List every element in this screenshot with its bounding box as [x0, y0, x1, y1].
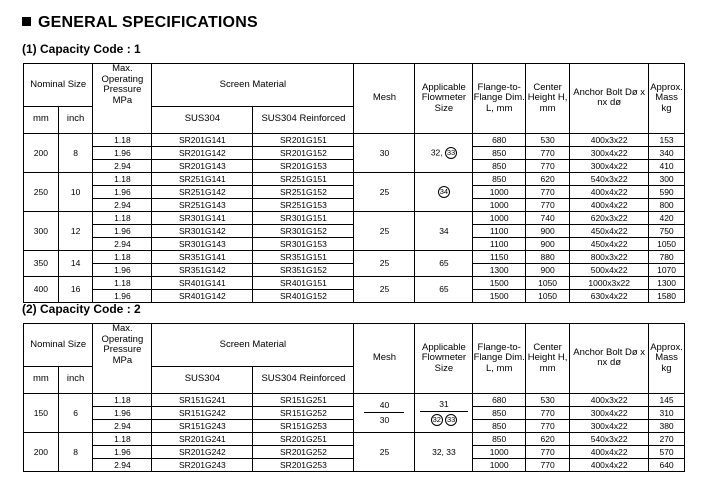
cell-mesh: 25	[354, 250, 415, 276]
cell-flowmeter-size: 32, 33	[415, 432, 473, 471]
table-row	[24, 133, 685, 146]
mesh-bottom: 30	[379, 415, 390, 425]
cell-mass: 570	[649, 445, 685, 458]
cell-sus304-reinforced: SR201G151	[253, 133, 354, 146]
cell-center-height: 770	[525, 185, 569, 198]
cell-mass: 145	[649, 393, 685, 406]
cell-sus304: SR151G242	[152, 406, 253, 419]
cell-anchor-bolt: 630x4x22	[570, 289, 649, 302]
cell-mass: 780	[649, 250, 685, 263]
cell-center-height: 900	[525, 237, 569, 250]
table-row	[24, 172, 685, 185]
cell-flange: 1000	[473, 458, 526, 471]
cell-sus304: SR301G141	[152, 211, 253, 224]
header-mesh: Mesh	[354, 64, 415, 134]
circled-number: 34	[439, 186, 449, 196]
cell-pressure: 2.94	[93, 419, 152, 432]
cell-flange: 850	[473, 172, 526, 185]
header-flange-dim: Flange-to-Flange Dim. L, mm	[473, 324, 526, 394]
cell-size-inch: 6	[58, 393, 93, 432]
cell-mass: 750	[649, 224, 685, 237]
cell-flange: 680	[473, 133, 526, 146]
cell-pressure: 1.96	[93, 263, 152, 276]
header-flange-dim: Flange-to-Flange Dim. L, mm	[473, 64, 526, 134]
cell-center-height: 900	[525, 224, 569, 237]
flowmeter-top: 31	[439, 399, 449, 409]
cell-mass: 1050	[649, 237, 685, 250]
cell-sus304-reinforced: SR201G152	[253, 146, 354, 159]
cell-pressure: 1.96	[93, 146, 152, 159]
cell-pressure: 2.94	[93, 458, 152, 471]
cell-anchor-bolt: 500x4x22	[570, 263, 649, 276]
cell-mesh: 25	[354, 432, 415, 471]
cell-sus304-reinforced: SR251G153	[253, 198, 354, 211]
cell-mass: 310	[649, 406, 685, 419]
cell-size-inch: 14	[58, 250, 93, 276]
cell-sus304-reinforced: SR151G252	[253, 406, 354, 419]
cell-size-mm: 350	[24, 250, 59, 276]
cell-flange: 1000	[473, 211, 526, 224]
cell-mesh: 25	[354, 172, 415, 211]
circled-number: 33	[446, 147, 456, 157]
cell-anchor-bolt: 620x3x22	[570, 211, 649, 224]
cell-sus304: SR301G143	[152, 237, 253, 250]
cell-mass: 800	[649, 198, 685, 211]
cell-sus304: SR401G142	[152, 289, 253, 302]
header-sus304: SUS304	[152, 106, 253, 133]
cell-pressure: 1.96	[93, 406, 152, 419]
header-approx-mass: Approx. Mass kg	[649, 64, 685, 134]
header-mm: mm	[24, 106, 59, 133]
cell-mass: 590	[649, 185, 685, 198]
cell-size-mm: 400	[24, 276, 59, 302]
header-anchor-bolt: Anchor Bolt Dø x nx dø	[570, 324, 649, 394]
header-pressure-unit-cell	[93, 106, 152, 133]
cell-sus304-reinforced: SR301G153	[253, 237, 354, 250]
cell-center-height: 770	[525, 458, 569, 471]
cell-size-mm: 300	[24, 211, 59, 250]
cell-center-height: 1050	[525, 289, 569, 302]
header-sus304-reinforced: SUS304 Reinforced	[253, 106, 354, 133]
cell-anchor-bolt: 400x4x22	[570, 458, 649, 471]
cell-pressure: 2.94	[93, 159, 152, 172]
cell-sus304: SR351G142	[152, 263, 253, 276]
cell-pressure: 1.96	[93, 289, 152, 302]
mesh-top: 40	[379, 400, 390, 410]
header-inch: inch	[58, 366, 93, 393]
header-nominal-size: Nominal Size	[24, 324, 93, 367]
cell-center-height: 770	[525, 406, 569, 419]
cell-sus304-reinforced: SR201G253	[253, 458, 354, 471]
cell-center-height: 1050	[525, 276, 569, 289]
flowmeter-text: 32,	[430, 146, 443, 157]
cell-flange: 1000	[473, 198, 526, 211]
cell-mass: 1300	[649, 276, 685, 289]
cell-pressure: 2.94	[93, 198, 152, 211]
cell-sus304-reinforced: SR301G151	[253, 211, 354, 224]
cell-mass: 640	[649, 458, 685, 471]
cell-size-mm: 200	[24, 133, 59, 172]
header-inch: inch	[58, 106, 93, 133]
cell-center-height: 740	[525, 211, 569, 224]
cell-anchor-bolt: 1000x3x22	[570, 276, 649, 289]
cell-anchor-bolt: 300x4x22	[570, 159, 649, 172]
cell-sus304-reinforced: SR151G253	[253, 419, 354, 432]
spec-table-capacity-1	[23, 63, 685, 303]
cell-sus304: SR251G142	[152, 185, 253, 198]
cell-size-inch: 12	[58, 211, 93, 250]
cell-size-inch: 8	[58, 133, 93, 172]
table-row	[24, 276, 685, 289]
flowmeter-text: 65	[439, 258, 449, 268]
cell-pressure: 1.18	[93, 133, 152, 146]
cell-center-height: 880	[525, 250, 569, 263]
cell-size-inch: 16	[58, 276, 93, 302]
cell-flange: 850	[473, 146, 526, 159]
cell-size-mm: 150	[24, 393, 59, 432]
cell-mass: 380	[649, 419, 685, 432]
mesh-stack	[354, 400, 414, 425]
table-row	[24, 432, 685, 445]
cell-center-height: 770	[525, 445, 569, 458]
cell-center-height: 530	[525, 393, 569, 406]
cell-sus304-reinforced: SR251G152	[253, 185, 354, 198]
cell-pressure: 1.18	[93, 172, 152, 185]
cell-size-inch: 8	[58, 432, 93, 471]
cell-flange: 1100	[473, 224, 526, 237]
flowmeter-text: 65	[439, 284, 449, 294]
cell-sus304-reinforced: SR251G151	[253, 172, 354, 185]
cell-mesh: 25	[354, 276, 415, 302]
header-flowmeter-size: Applicable Flowmeter Size	[415, 64, 473, 134]
cell-flowmeter-size	[415, 133, 473, 172]
cell-mass: 1070	[649, 263, 685, 276]
header-nominal-size: Nominal Size	[24, 64, 93, 107]
cell-flange: 850	[473, 159, 526, 172]
cell-pressure: 1.96	[93, 445, 152, 458]
cell-flowmeter-size	[415, 276, 473, 302]
cell-sus304: SR201G141	[152, 133, 253, 146]
cell-flange: 850	[473, 406, 526, 419]
header-flowmeter-size: Applicable Flowmeter Size	[415, 324, 473, 394]
cell-mass: 340	[649, 146, 685, 159]
header-pressure-unit-cell	[93, 366, 152, 393]
header-anchor-bolt: Anchor Bolt Dø x nx dø	[570, 64, 649, 134]
cell-pressure: 1.18	[93, 211, 152, 224]
cell-flange: 1150	[473, 250, 526, 263]
cell-sus304-reinforced: SR151G251	[253, 393, 354, 406]
header-screen-material: Screen Material	[152, 64, 354, 107]
spec-table-capacity-2	[23, 323, 685, 472]
header-approx-mass: Approx. Mass kg	[649, 324, 685, 394]
cell-anchor-bolt: 400x4x22	[570, 445, 649, 458]
cell-sus304: SR351G141	[152, 250, 253, 263]
table-row	[24, 250, 685, 263]
cell-anchor-bolt: 800x3x22	[570, 250, 649, 263]
cell-pressure: 1.96	[93, 224, 152, 237]
cell-mass: 1580	[649, 289, 685, 302]
cell-sus304-reinforced: SR201G251	[253, 432, 354, 445]
cell-anchor-bolt: 450x4x22	[570, 224, 649, 237]
cell-sus304: SR201G242	[152, 445, 253, 458]
cell-flowmeter-size	[415, 393, 473, 432]
cell-center-height: 770	[525, 419, 569, 432]
flowmeter-text: 34	[439, 225, 449, 236]
cell-pressure: 1.18	[93, 250, 152, 263]
cell-mesh: 30	[354, 133, 415, 172]
cell-center-height: 770	[525, 146, 569, 159]
cell-sus304: SR401G141	[152, 276, 253, 289]
cell-sus304-reinforced: SR351G152	[253, 263, 354, 276]
circled-number: 32	[432, 415, 441, 424]
cell-sus304: SR201G243	[152, 458, 253, 471]
cell-sus304: SR201G142	[152, 146, 253, 159]
cell-anchor-bolt: 400x4x22	[570, 185, 649, 198]
cell-mass: 270	[649, 432, 685, 445]
cell-anchor-bolt: 300x4x22	[570, 146, 649, 159]
divider	[420, 411, 468, 412]
cell-flange: 1000	[473, 445, 526, 458]
flowmeter-stack	[415, 399, 472, 426]
cell-sus304-reinforced: SR401G152	[253, 289, 354, 302]
header-center-height: Center Height H, mm	[525, 64, 569, 134]
cell-center-height: 620	[525, 432, 569, 445]
cell-flowmeter-size	[415, 211, 473, 250]
cell-flange: 1100	[473, 237, 526, 250]
cell-flange: 1500	[473, 276, 526, 289]
cell-sus304: SR201G143	[152, 159, 253, 172]
cell-mass: 153	[649, 133, 685, 146]
header-screen-material: Screen Material	[152, 324, 354, 367]
cell-anchor-bolt: 400x4x22	[570, 198, 649, 211]
cell-sus304-reinforced: SR201G252	[253, 445, 354, 458]
cell-flange: 1000	[473, 185, 526, 198]
circled-number: 33	[446, 415, 456, 424]
cell-flange: 1300	[473, 263, 526, 276]
header-mm: mm	[24, 366, 59, 393]
cell-anchor-bolt: 450x4x22	[570, 237, 649, 250]
cell-pressure: 1.18	[93, 276, 152, 289]
cell-sus304: SR151G243	[152, 419, 253, 432]
cell-anchor-bolt: 540x3x22	[570, 172, 649, 185]
cell-pressure: 1.18	[93, 432, 152, 445]
header-center-height: Center Height H, mm	[525, 324, 569, 394]
cell-anchor-bolt: 300x4x22	[570, 419, 649, 432]
cell-flange: 680	[473, 393, 526, 406]
cell-mesh: 25	[354, 211, 415, 250]
cell-size-inch: 10	[58, 172, 93, 211]
divider	[364, 412, 404, 413]
cell-sus304-reinforced: SR351G151	[253, 250, 354, 263]
header-max-pressure: Max. Operating Pressure MPa	[93, 64, 152, 107]
table-row	[24, 211, 685, 224]
cell-sus304-reinforced: SR301G152	[253, 224, 354, 237]
cell-flange: 850	[473, 419, 526, 432]
cell-center-height: 900	[525, 263, 569, 276]
square-bullet-icon	[22, 17, 31, 26]
cell-pressure: 2.94	[93, 237, 152, 250]
flowmeter-bottom	[431, 414, 457, 426]
header-mesh: Mesh	[354, 324, 415, 394]
cell-sus304: SR251G143	[152, 198, 253, 211]
cell-flowmeter-size	[415, 250, 473, 276]
cell-anchor-bolt: 400x3x22	[570, 393, 649, 406]
header-max-pressure: Max. Operating Pressure MPa	[93, 324, 152, 367]
cell-center-height: 530	[525, 133, 569, 146]
cell-anchor-bolt: 540x3x22	[570, 432, 649, 445]
cell-sus304: SR201G241	[152, 432, 253, 445]
cell-flange: 850	[473, 432, 526, 445]
cell-center-height: 770	[525, 198, 569, 211]
cell-pressure: 1.96	[93, 185, 152, 198]
page-title: GENERAL SPECIFICATIONS	[22, 14, 258, 32]
cell-center-height: 620	[525, 172, 569, 185]
cell-flowmeter-size	[415, 172, 473, 211]
cell-sus304-reinforced: SR401G151	[253, 276, 354, 289]
cell-mass: 420	[649, 211, 685, 224]
cell-sus304: SR151G241	[152, 393, 253, 406]
cell-anchor-bolt: 300x4x22	[570, 406, 649, 419]
cell-sus304: SR301G142	[152, 224, 253, 237]
cell-mass: 410	[649, 159, 685, 172]
section-title-capacity-2: (2) Capacity Code : 2	[22, 302, 141, 316]
cell-center-height: 770	[525, 159, 569, 172]
cell-sus304-reinforced: SR201G153	[253, 159, 354, 172]
section-title-capacity-1: (1) Capacity Code : 1	[22, 42, 141, 56]
table-row	[24, 393, 685, 406]
header-sus304-reinforced: SUS304 Reinforced	[253, 366, 354, 393]
cell-pressure: 1.18	[93, 393, 152, 406]
cell-mesh	[354, 393, 415, 432]
cell-sus304: SR251G141	[152, 172, 253, 185]
cell-size-mm: 200	[24, 432, 59, 471]
header-sus304: SUS304	[152, 366, 253, 393]
cell-flange: 1500	[473, 289, 526, 302]
cell-size-mm: 250	[24, 172, 59, 211]
cell-mass: 300	[649, 172, 685, 185]
cell-anchor-bolt: 400x3x22	[570, 133, 649, 146]
